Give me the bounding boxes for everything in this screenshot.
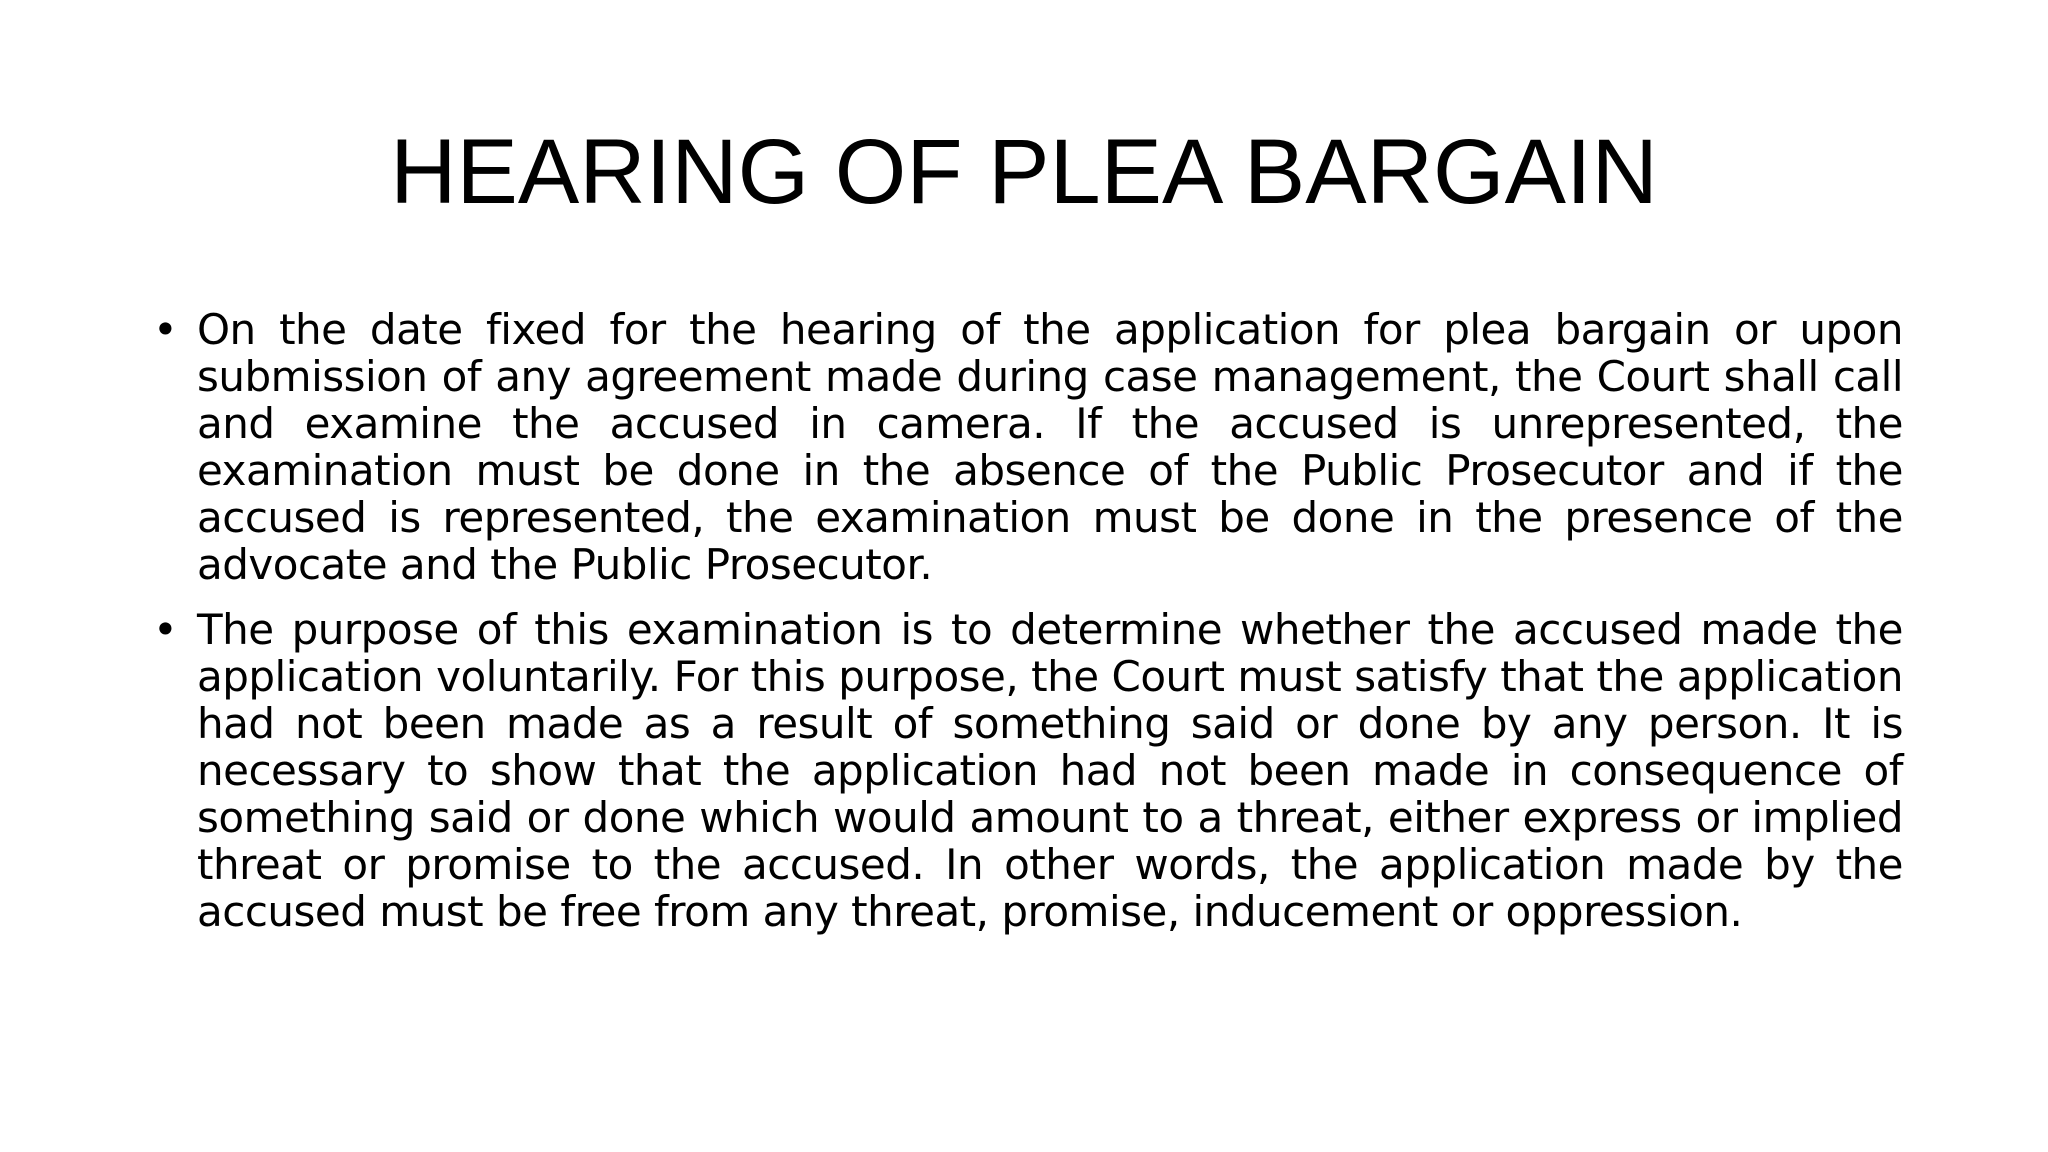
bullet-item [153, 606, 1903, 935]
bullet-list [153, 306, 1903, 953]
bullet-icon: • [153, 605, 178, 654]
bullet-item [153, 306, 1903, 588]
bullet-icon: • [153, 305, 178, 354]
bullet-text: The purpose of this examination is to determine whether the accused made the application voluntarily. For this purpose, the Court must satisfy that the application had not been made as a result of something said or done by any person. It is necessary to show that the application had not been made in consequence of something said or done which would amount to a threat, either express or implied threat or promise to the accused. In other words, the application made by the accused must be free from any threat, promise, inducement or oppression. [197, 605, 1903, 936]
slide-title: HEARING OF PLEA BARGAIN [390, 121, 1658, 223]
bullet-text: On the date fixed for the hearing of the application for plea bargain or upon submission of any agreement made during case management, the Court shall call and examine the accused in camera. If the accused is unrepresented, the examination must be done in the absence of the Public Prosecutor and if the accused is represented, the examination must be done in the presence of the advocate and the Public Prosecutor. [197, 305, 1903, 589]
